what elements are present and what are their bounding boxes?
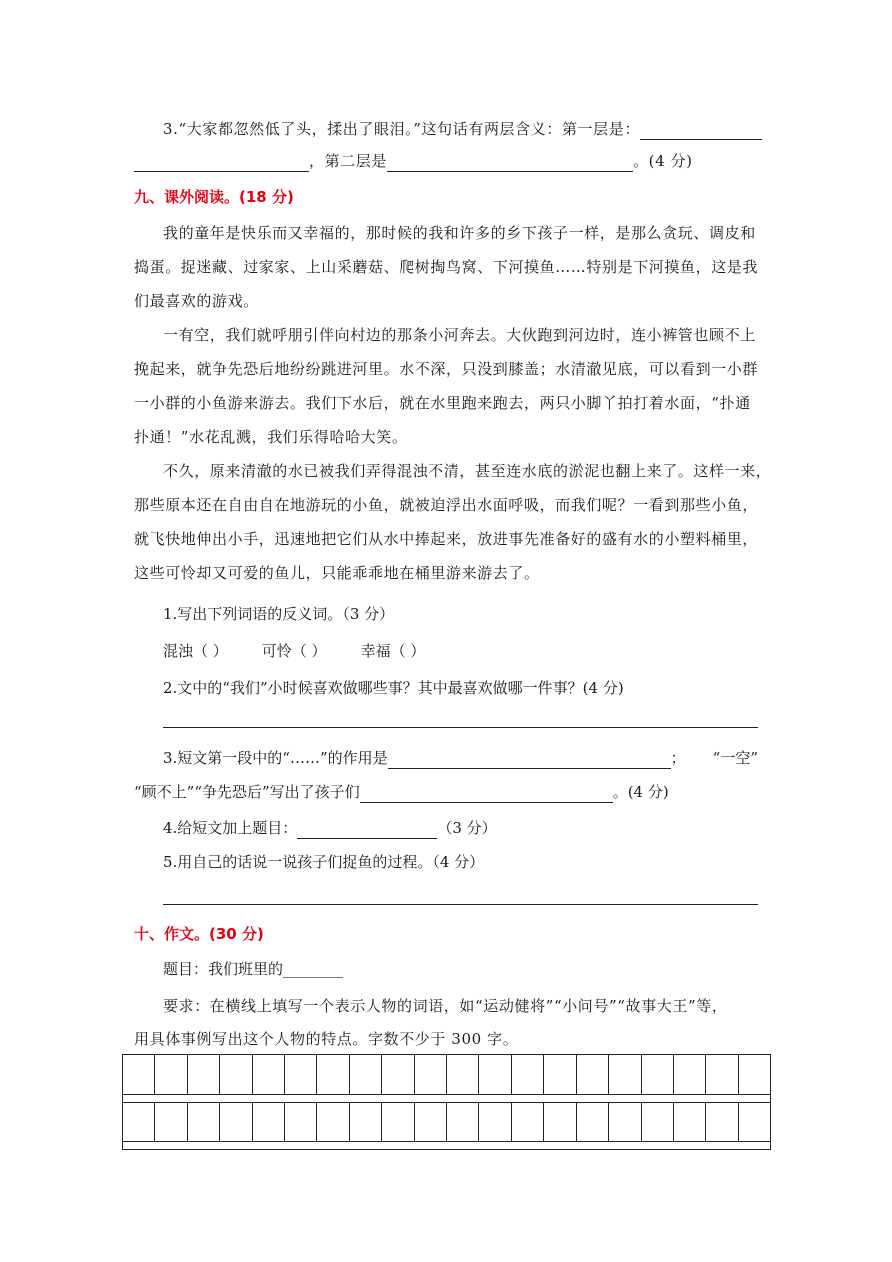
q9-3-answer-blank-2[interactable]	[360, 784, 613, 803]
q8-item3-line1	[163, 118, 762, 140]
q9-1-words	[163, 640, 425, 662]
q9-5-prompt: 5.用自己的话说一说孩子们捉鱼的过程。（4 分）	[163, 853, 485, 871]
q9-4-title-blank[interactable]	[297, 820, 437, 839]
grid-cell[interactable]	[415, 1055, 447, 1094]
grid-cell[interactable]	[253, 1102, 285, 1141]
q9-3-text-c: “一空”	[712, 749, 758, 767]
grid-row-1	[123, 1055, 770, 1094]
q8-answer-blank-1-cont[interactable]	[134, 153, 309, 172]
passage-p3-line4: 这些可怜却又可爱的鱼儿，只能乖乖地在桶里游来游去了。	[134, 564, 540, 582]
grid-cell[interactable]	[447, 1102, 479, 1141]
antonym-word-1[interactable]: 混浊（ ）	[163, 642, 228, 660]
q9-5-answer-line[interactable]	[163, 904, 758, 905]
grid-cell[interactable]	[479, 1055, 511, 1094]
q9-3-text-e: 。(4 分)	[612, 783, 669, 801]
grid-cell[interactable]	[317, 1102, 349, 1141]
grid-cell[interactable]	[285, 1055, 317, 1094]
essay-requirement-line1: 要求：在横线上填写一个表示人物的词语，如“运动健将”“小问号”“故事大王”等，	[163, 997, 728, 1015]
q9-2-prompt: 2.文中的“我们”小时候喜欢做哪些事？其中最喜欢做哪一件事？(4 分)	[163, 679, 624, 697]
passage-p2-line3: 一小群的小鱼游来游去。我们下水后，就在水里跑来跑去，两只小脚丫拍打着水面，“扑通	[134, 394, 751, 412]
grid-cell[interactable]	[317, 1055, 349, 1094]
passage-p3-line3: 就飞快地伸出小手，迅速地把它们从水中捧起来，放进事先准备好的盛有水的小塑料桶里，	[134, 530, 759, 548]
grid-separator	[123, 1141, 770, 1142]
q8-item3-line2	[134, 150, 693, 172]
grid-cell[interactable]	[220, 1102, 252, 1141]
grid-cell[interactable]	[544, 1055, 576, 1094]
grid-cell[interactable]	[577, 1055, 609, 1094]
q8-item3-end: 。(4 分)	[633, 152, 693, 170]
antonym-word-2[interactable]: 可怜（ ）	[261, 642, 327, 660]
grid-cell[interactable]	[609, 1102, 641, 1141]
q9-4-line	[163, 817, 497, 839]
grid-cell[interactable]	[253, 1055, 285, 1094]
grid-cell[interactable]	[123, 1055, 155, 1094]
grid-cell[interactable]	[512, 1055, 544, 1094]
q9-3-line1	[163, 747, 758, 769]
grid-cell[interactable]	[642, 1055, 674, 1094]
passage-p1-line3: 们最喜欢的游戏。	[134, 292, 259, 310]
passage-p1-line2: 捣蛋。捉迷藏、过家家、上山采蘑菇、爬树掏鸟窝、下河摸鱼……特别是下河摸鱼，这是我	[134, 258, 759, 276]
grid-cell[interactable]	[577, 1102, 609, 1141]
grid-separator	[123, 1094, 770, 1095]
section9-heading: 九、课外阅读。(18 分)	[134, 188, 294, 206]
q9-2-answer-line[interactable]	[163, 727, 758, 728]
passage-p3-line1: 不久，原来清澈的水已被我们弄得混浊不清，甚至连水底的淤泥也翻上来了。这样一来，	[163, 462, 772, 480]
grid-cell[interactable]	[642, 1102, 674, 1141]
q8-item3-text: 3.“大家都忽然低了头，揉出了眼泪。”这句话有两层含义：第一层是：	[163, 120, 640, 138]
grid-cell[interactable]	[382, 1102, 414, 1141]
grid-cell[interactable]	[447, 1055, 479, 1094]
q9-3-text-a: 3.短文第一段中的“……”的作用是	[163, 749, 388, 767]
grid-cell[interactable]	[188, 1102, 220, 1141]
grid-cell[interactable]	[220, 1055, 252, 1094]
q9-1-prompt: 1.写出下列词语的反义词。（3 分）	[163, 605, 395, 623]
q9-4-text-a: 4.给短文加上题目：	[163, 819, 298, 837]
q9-3-line2	[134, 781, 669, 803]
grid-cell[interactable]	[188, 1055, 220, 1094]
grid-cell[interactable]	[512, 1102, 544, 1141]
grid-cell[interactable]	[674, 1102, 706, 1141]
grid-cell[interactable]	[415, 1102, 447, 1141]
grid-cell[interactable]	[479, 1102, 511, 1141]
passage-p2-line4: 扑通！”水花乱溅，我们乐得哈哈大笑。	[134, 428, 408, 446]
grid-cell[interactable]	[123, 1102, 155, 1141]
grid-cell[interactable]	[706, 1102, 738, 1141]
grid-cell[interactable]	[609, 1055, 641, 1094]
grid-cell[interactable]	[285, 1102, 317, 1141]
q8-item3-mid: ，第二层是	[309, 152, 388, 170]
grid-cell[interactable]	[350, 1102, 382, 1141]
grid-row-2	[123, 1102, 770, 1141]
grid-cell[interactable]	[155, 1055, 187, 1094]
grid-cell[interactable]	[544, 1102, 576, 1141]
q9-3-text-b: ；	[670, 749, 686, 767]
section10-heading: 十、作文。(30 分)	[134, 925, 264, 943]
q9-3-answer-blank-1[interactable]	[388, 750, 671, 769]
grid-cell[interactable]	[382, 1055, 414, 1094]
passage-p2-line2: 挽起来，就争先恐后地纷纷跳进河里。水不深，只没到膝盖；水清澈见底，可以看到一小群	[134, 360, 759, 378]
grid-cell[interactable]	[350, 1055, 382, 1094]
antonym-word-3[interactable]: 幸福（ ）	[360, 642, 426, 660]
essay-title-line: 题目：我们班里的________	[163, 960, 344, 978]
grid-cell[interactable]	[739, 1102, 770, 1141]
passage-p2-line1: 一有空，我们就呼朋引伴向村边的那条小河奔去。大伙跑到河边时，连小裤管也顾不上	[163, 326, 756, 344]
writing-grid	[122, 1054, 771, 1150]
q8-answer-blank-1[interactable]	[640, 121, 762, 140]
essay-requirement-line2: 用具体事例写出这个人物的特点。字数不少于 300 字。	[134, 1030, 519, 1048]
grid-cell[interactable]	[739, 1055, 770, 1094]
passage-p3-line2: 那些原本还在自由自在地游玩的小鱼，就被迫浮出水面呼吸，而我们呢？一看到那些小鱼，	[134, 496, 759, 514]
grid-cell[interactable]	[706, 1055, 738, 1094]
grid-cell[interactable]	[155, 1102, 187, 1141]
grid-cell[interactable]	[674, 1055, 706, 1094]
q9-3-text-d: “顾不上”“争先恐后”写出了孩子们	[134, 783, 360, 801]
passage-p1-line1: 我的童年是快乐而又幸福的，那时候的我和许多的乡下孩子一样，是那么贪玩、调皮和	[163, 224, 756, 242]
q8-answer-blank-2[interactable]	[387, 153, 633, 172]
q9-4-text-b: （3 分）	[437, 819, 497, 837]
